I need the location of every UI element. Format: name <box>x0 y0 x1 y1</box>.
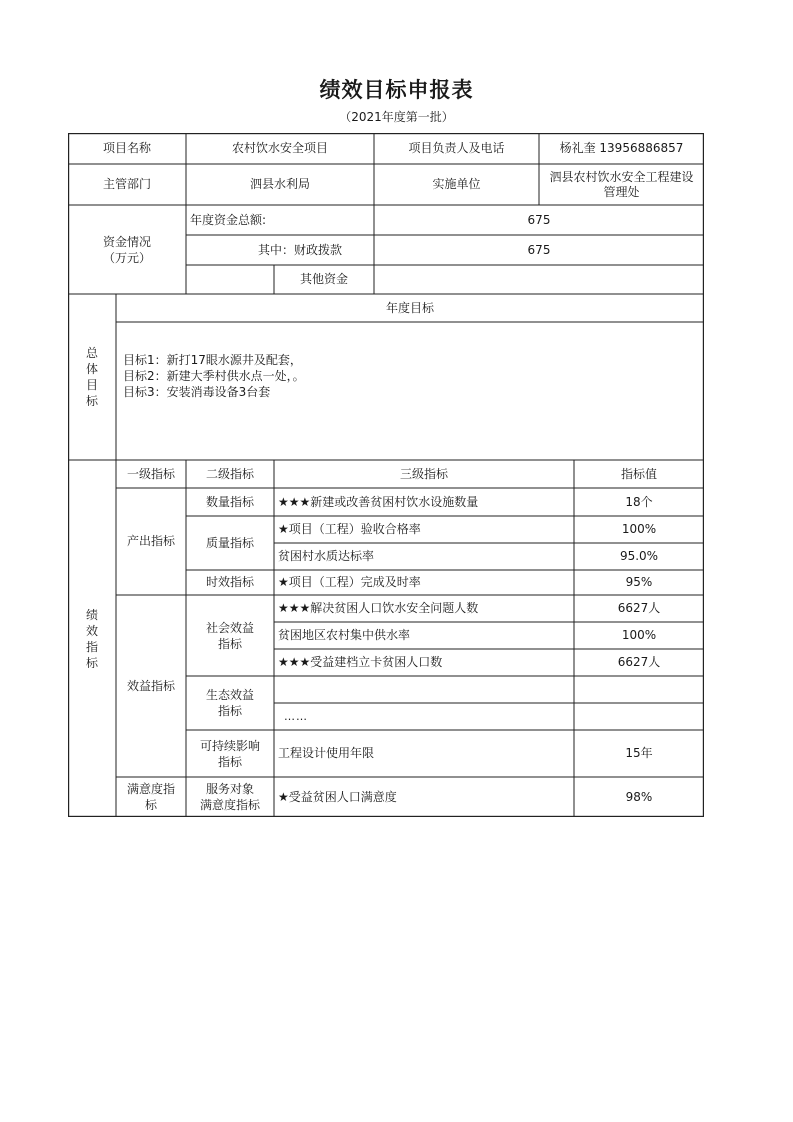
annual-goals-header: 年度目标 <box>385 300 434 315</box>
sustain-impact-value: 15年 <box>625 746 653 760</box>
service-satisfaction-label <box>186 777 274 817</box>
goal-item: 目标2：新建大季村供水点一处，。 <box>123 369 305 383</box>
service-satisfaction-label-line: 满意度指标 <box>199 798 260 812</box>
funds-total-value: 675 <box>527 212 551 227</box>
overall-goals-label <box>68 294 116 460</box>
sustain-impact-label-line: 可持续影响 <box>199 738 260 753</box>
funds-other-value <box>374 265 704 294</box>
indicators-label <box>68 460 116 817</box>
quality-indicator-value: 95.0% <box>619 549 659 563</box>
goal-item: 目标1：新打17眼水源井及配套， <box>123 353 302 367</box>
social-benefit-label-line: 社会效益 <box>205 620 254 635</box>
service-satisfaction-label-line: 服务对象 <box>205 782 254 796</box>
impl-label: 实施单位 <box>432 177 481 191</box>
project-name-value: 农村饮水安全项目 <box>231 141 328 155</box>
timeliness-indicator-item: ★项目（工程）完成及时率 <box>278 575 421 589</box>
funds-unit: （万元） <box>102 250 151 265</box>
social-benefit-item: 贫困地区农村集中供水率 <box>278 628 411 642</box>
impl-value: 泗县农村饮水安全工程建设管理处 <box>549 169 694 199</box>
satisfaction-label-line: 满意度指 <box>126 782 175 796</box>
funds-total-label: 年度资金总额: <box>190 212 267 227</box>
header-value: 指标值 <box>620 466 657 481</box>
social-benefit-value: 100% <box>621 628 657 642</box>
social-benefit-item: ★★★受益建档立卡贫困人口数 <box>278 655 443 669</box>
quantity-indicator-value: 18个 <box>625 494 653 509</box>
sustain-impact-label <box>186 730 274 777</box>
service-satisfaction-value: 98% <box>625 789 653 804</box>
benefit-indicators-label: 效益指标 <box>126 678 175 693</box>
eco-benefit-label-line: 指标 <box>217 704 242 718</box>
overall-label-char: 体 <box>85 362 98 376</box>
funds-fiscal-value: 675 <box>527 242 551 257</box>
quantity-indicator-item: ★★★新建或改善贫困村饮水设施数量 <box>278 494 479 509</box>
header-level2: 二级指标 <box>205 466 254 481</box>
performance-table <box>68 133 704 817</box>
funds-label-text: 资金情况 <box>102 234 151 249</box>
page-title: 绩效目标申报表 <box>319 77 474 102</box>
quality-indicator-item: 贫困村水质达标率 <box>278 549 375 563</box>
indicators-label-char: 效 <box>85 623 98 638</box>
quantity-indicator-label: 数量指标 <box>205 494 254 509</box>
quality-indicator-value: 100% <box>621 522 657 536</box>
header-level3: 三级指标 <box>399 466 448 481</box>
timeliness-indicator-label: 时效指标 <box>205 575 254 589</box>
eco-benefit-label-line: 生态效益 <box>205 688 254 702</box>
social-benefit-label <box>186 595 274 676</box>
sustain-impact-label-line: 指标 <box>217 754 242 769</box>
timeliness-indicator-value: 95% <box>625 575 653 589</box>
page-subtitle: （2021年度第一批） <box>339 110 454 124</box>
quality-indicator-label: 质量指标 <box>205 535 254 550</box>
indicators-label-char: 指 <box>85 639 98 654</box>
header-level1: 一级指标 <box>126 466 175 481</box>
overall-label-char: 总 <box>85 346 98 360</box>
goal-item: 目标3：安装消毒设备3台套 <box>123 385 271 399</box>
overall-label-char: 目 <box>85 378 98 392</box>
social-benefit-item: ★★★解决贫困人口饮水安全问题人数 <box>278 601 479 615</box>
indicators-label-char: 绩 <box>85 607 98 622</box>
indicators-label-char: 标 <box>85 655 98 670</box>
quality-indicator-item: ★项目（工程）验收合格率 <box>278 522 421 536</box>
satisfaction-label-line: 标 <box>144 798 157 812</box>
project-name-label: 项目名称 <box>102 141 151 155</box>
annual-goals-list <box>116 352 704 452</box>
dept-value: 泗县水利局 <box>249 177 310 191</box>
sustain-impact-item: 工程设计使用年限 <box>278 746 375 760</box>
service-satisfaction-item: ★受益贫困人口满意度 <box>278 789 397 804</box>
funds-other-label: 其他资金 <box>299 272 348 286</box>
eco-benefit-label <box>186 676 274 730</box>
social-benefit-label-line: 指标 <box>217 636 242 651</box>
eco-benefit-item: …… <box>284 710 308 723</box>
social-benefit-value: 6627人 <box>617 655 661 669</box>
funds-fiscal-label: 其中：财政拨款 <box>257 242 342 257</box>
contact-label: 项目负责人及电话 <box>408 141 505 155</box>
contact-value: 杨礼奎 13956886857 <box>559 141 684 155</box>
overall-label-char: 标 <box>85 394 98 408</box>
satisfaction-indicators-label <box>116 777 186 817</box>
dept-label: 主管部门 <box>102 177 151 191</box>
social-benefit-value: 6627人 <box>617 601 661 615</box>
output-indicators-label: 产出指标 <box>126 534 175 548</box>
funds-label <box>68 205 186 294</box>
